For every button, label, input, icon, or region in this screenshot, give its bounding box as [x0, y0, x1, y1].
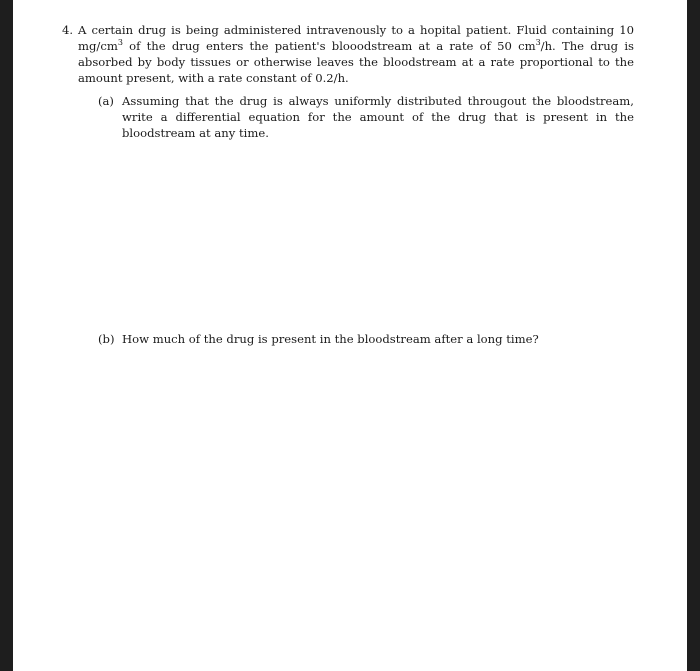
problem-text-part-3: /h. The drug is absorbed by body tissues or otherwise leaves the bloodstream at a rate proportional to the amount present, with a rate constant of 0.2/h.	[78, 39, 634, 85]
part-a-label: (a)	[98, 94, 114, 108]
part-b-text: How much of the drug is present in the bloodstream after a long time?	[122, 332, 539, 346]
part-b-label: (b)	[98, 332, 115, 346]
superscript-cubed-1: 3	[117, 38, 123, 48]
problem-number: 4.	[62, 23, 74, 37]
problem-text-part-2: of the drug enters the patient's blooodstream at a rate of 50 cm	[122, 39, 536, 53]
part-a	[98, 93, 634, 141]
superscript-cubed-2: 3	[535, 38, 541, 48]
part-a-text: Assuming that the drug is always uniformly distributed througout the bloodstream, write a differential equation for the amount of the drug that is present in the bloodstream at any time.	[122, 94, 634, 140]
problem-statement	[78, 22, 634, 86]
problem-text-part-1: A certain drug is being administered intravenously to a hopital patient. Fluid containing 10 mg/cm	[78, 23, 634, 53]
part-b	[98, 331, 634, 347]
problem-4	[62, 22, 634, 86]
